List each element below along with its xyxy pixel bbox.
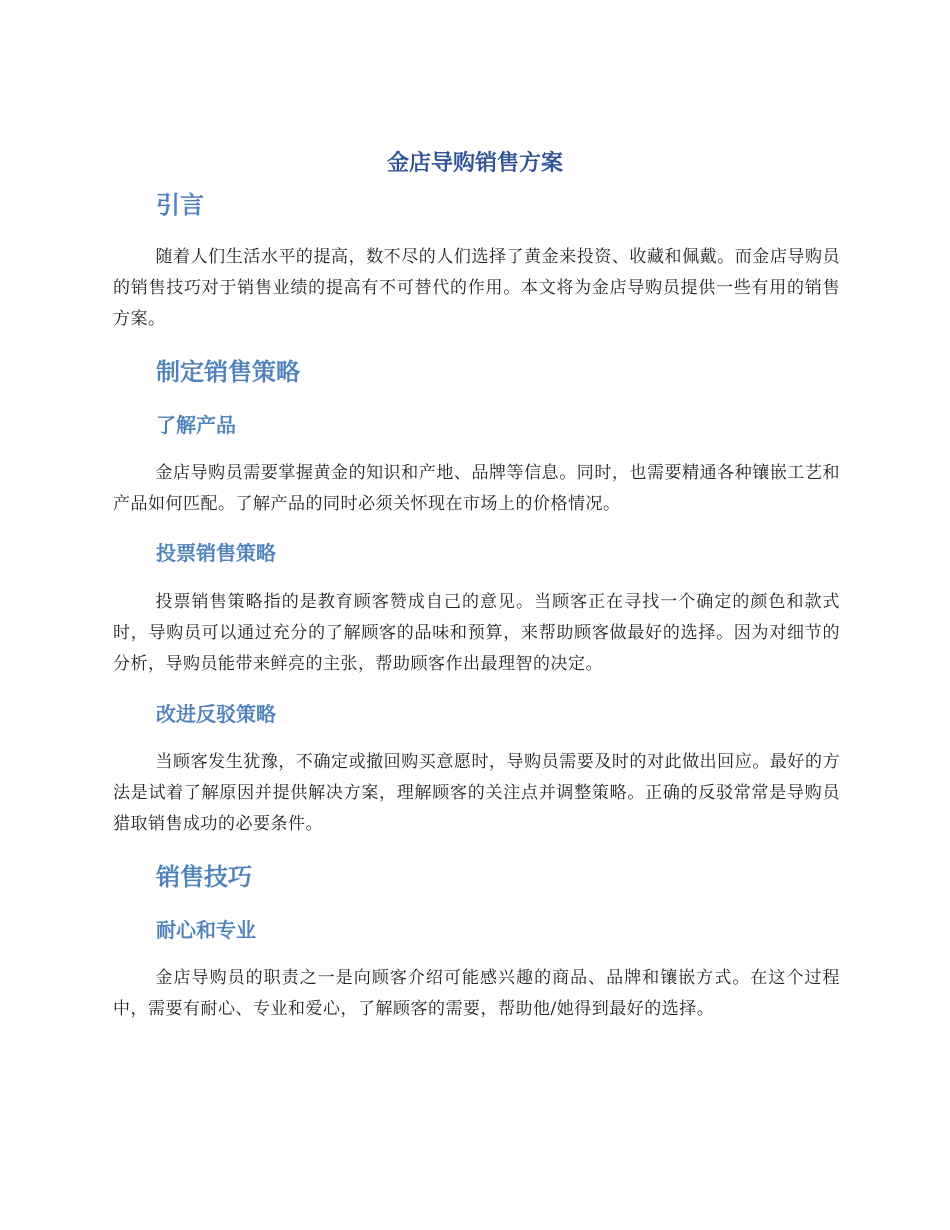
patience-professional-paragraph: 金店导购员的职责之一是向顾客介绍可能感兴趣的商品、品牌和镶嵌方式。在这个过程中，需要有耐心、专业和爱心，了解顾客的需要，帮助他/她得到最好的选择。 [113, 968, 840, 1019]
subsection-heading-know-product: 了解产品 [156, 413, 236, 437]
subsection-heading-patience-professional: 耐心和专业 [156, 918, 256, 942]
rebuttal-strategy-paragraph: 当顾客发生犹豫，不确定或撤回购买意愿时，导购员需要及时的对此做出回应。最好的方法是试着了解原因并提供解决方案，理解顾客的关注点并调整策略。正确的反驳常常是导购员猎取销售成功的必要条件。 [113, 752, 840, 834]
voting-strategy-paragraph: 投票销售策略指的是教育顾客赞成自己的意见。当顾客正在寻找一个确定的颜色和款式时，导购员可以通过充分的了解顾客的品味和预算，来帮助顾客做最好的选择。因为对细节的分析，导购员能带来鲜亮的主张，帮助顾客作出最理智的决定。 [113, 592, 840, 674]
subsection-heading-rebuttal-strategy: 改进反驳策略 [156, 702, 276, 726]
document-title: 金店导购销售方案 [386, 151, 563, 176]
subsection-heading-voting-strategy: 投票销售策略 [156, 541, 276, 565]
section-heading-sales-strategy: 制定销售策略 [156, 358, 300, 386]
know-product-paragraph: 金店导购员需要掌握黄金的知识和产地、品牌等信息。同时，也需要精通各种镶嵌工艺和产品如何匹配。了解产品的同时必须关怀现在市场上的价格情况。 [113, 463, 840, 514]
section-heading-introduction: 引言 [156, 191, 204, 219]
introduction-paragraph: 随着人们生活水平的提高，数不尽的人们选择了黄金来投资、收藏和佩戴。而金店导购员的销售技巧对于销售业绩的提高有不可替代的作用。本文将为金店导购员提供一些有用的销售方案。 [113, 247, 840, 329]
section-heading-sales-skills: 销售技巧 [156, 863, 252, 891]
